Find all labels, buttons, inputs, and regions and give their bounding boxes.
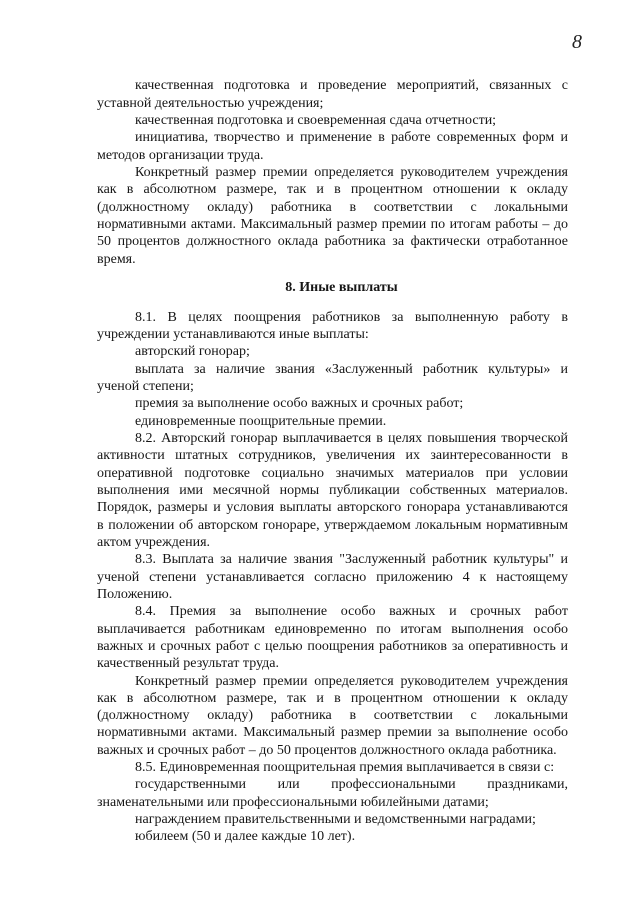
text-line: Положению. bbox=[97, 586, 173, 602]
text-line: активности штатных сотрудников, увеличения их заинтересованности в bbox=[97, 448, 568, 464]
text-line: качественный результат труда. bbox=[97, 656, 279, 672]
text-line: 8.2. Авторский гонорар выплачивается в целях повышения творческой bbox=[135, 430, 568, 446]
paragraph bbox=[97, 603, 568, 672]
text-line: 8.3. Выплата за наличие звания "Заслуженный работник культуры" и bbox=[135, 552, 568, 568]
paragraph bbox=[97, 129, 568, 164]
text-line: качественная подготовка и проведение мероприятий, связанных с bbox=[135, 78, 568, 94]
list-item bbox=[97, 413, 568, 430]
section-heading: 8. Иные выплаты bbox=[285, 279, 398, 295]
text-line: Конкретный размер премии определяется руководителем учреждения bbox=[135, 673, 568, 689]
text-line: в положении об авторском гонораре, утверждаемом локальным нормативным bbox=[97, 517, 568, 533]
text-line: важных и срочных работ – до 50 процентов должностного оклада работника. bbox=[97, 742, 557, 758]
paragraph bbox=[97, 309, 568, 344]
text-line: юбилеем (50 и далее каждые 10 лет). bbox=[135, 829, 356, 845]
text-line: единовременные поощрительные премии. bbox=[135, 413, 387, 429]
text-line: оперативной подготовке социально значимых материалов при условии bbox=[97, 465, 568, 481]
paragraph bbox=[97, 164, 568, 268]
text-line: 8.5. Единовременная поощрительная премия выплачивается в связи с: bbox=[135, 760, 555, 776]
text-line: нормативными актами. Максимальный размер премии за выполнение особо bbox=[97, 725, 568, 741]
text-line: выполнения ими месячной нормы публикации собственных материалов. bbox=[97, 482, 568, 498]
text-line: как в абсолютном размере, так и в процентном отношении к окладу bbox=[97, 690, 568, 706]
text-line: Порядок, размеры и условия выплаты авторского гонорара устанавливаются bbox=[97, 500, 568, 516]
text-line: (должностному окладу) работника в соответствии с локальными bbox=[97, 708, 568, 724]
list-item bbox=[97, 395, 568, 412]
paragraph bbox=[97, 673, 568, 760]
text-line: государственными или профессиональными праздниками, bbox=[135, 777, 568, 793]
text-line: выплачивается работникам единовременно по итогам выполнения особо bbox=[97, 621, 568, 637]
text-line: 50 процентов должностного оклада работника за фактически отработанное bbox=[97, 234, 568, 250]
text-line: награждением правительственными и ведомственными наградами; bbox=[135, 812, 536, 828]
page-number: 8 bbox=[572, 31, 582, 53]
text-line: учреждении устанавливаются иные выплаты: bbox=[97, 326, 369, 342]
paragraph bbox=[97, 759, 568, 776]
text-line: актом учреждения. bbox=[97, 534, 211, 550]
list-item bbox=[97, 811, 568, 828]
text-line: авторский гонорар; bbox=[135, 344, 250, 360]
text-line: выплата за наличие звания «Заслуженный работник культуры» и bbox=[135, 361, 568, 377]
text-line: важных и срочных работ с целью поощрения работников за оперативность и bbox=[97, 638, 568, 654]
text-line: ученой степени устанавливается согласно приложению 4 к настоящему bbox=[97, 569, 568, 585]
text-line: 8.4. Премия за выполнение особо важных и срочных работ bbox=[135, 604, 568, 620]
text-line: качественная подготовка и своевременная сдача отчетности; bbox=[135, 112, 497, 128]
list-item bbox=[97, 828, 568, 845]
text-line: как в абсолютном размере, так и в процентном отношении к окладу bbox=[97, 182, 568, 198]
paragraph bbox=[97, 112, 568, 129]
text-line: (должностному окладу) работника в соответствии с локальными bbox=[97, 199, 568, 215]
text-line: время. bbox=[97, 251, 136, 267]
list-item bbox=[97, 361, 568, 396]
text-line: уставной деятельностью учреждения; bbox=[97, 95, 324, 111]
text-line: инициатива, творчество и применение в работе современных форм и bbox=[135, 130, 568, 146]
text-line: Конкретный размер премии определяется руководителем учреждения bbox=[135, 164, 568, 180]
text-line: 8.1. В целях поощрения работников за выполненную работу в bbox=[135, 309, 568, 325]
text-line: методов организации труда. bbox=[97, 147, 264, 163]
text-line: ученой степени; bbox=[97, 378, 194, 394]
text-line: знаменательными или профессиональными юбилейными датами; bbox=[97, 794, 489, 810]
text-line: нормативными актами. Максимальный размер премии по итогам работы – до bbox=[97, 216, 568, 232]
list-item bbox=[97, 343, 568, 360]
document-body bbox=[97, 77, 568, 845]
paragraph bbox=[97, 430, 568, 551]
text-line: премия за выполнение особо важных и срочных работ; bbox=[135, 396, 464, 412]
list-item bbox=[97, 776, 568, 811]
paragraph bbox=[97, 77, 568, 112]
paragraph bbox=[97, 551, 568, 603]
